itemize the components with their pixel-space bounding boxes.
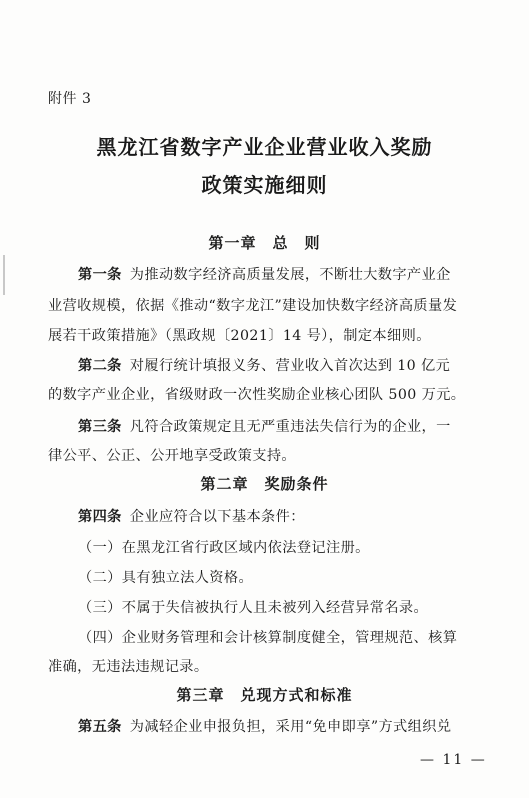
document-title-line-2: 政策实施细则 [201, 173, 328, 197]
article-4-item-3: （三）不属于失信被执行人且未被列入经营异常名录。 [78, 600, 429, 616]
article-3-text: 凡符合政策规定且无严重违法失信行为的企业，一 [129, 419, 451, 435]
chapter-3-heading: 第三章 兑现方式和标准 [176, 686, 353, 704]
article-4-item-1: （一）在黑龙江省行政区域内依法登记注册。 [78, 540, 370, 556]
chapter-2-heading: 第二章 奖励条件 [200, 475, 329, 493]
article-4-item-4-line-2: 准确，无违法违规记录。 [48, 659, 209, 675]
article-4-line-1 [78, 506, 488, 526]
article-3-label: 第三条 [78, 419, 122, 435]
article-1-line-3: 展若干政策措施》（黑政规〔2021〕14 号），制定本细则。 [48, 328, 431, 344]
article-4-text: 企业应符合以下基本条件： [129, 509, 305, 525]
article-3-line-2: 律公平、公正、公开地享受政策支持。 [48, 448, 296, 464]
article-1-label: 第一条 [78, 267, 122, 283]
article-5-label: 第五条 [78, 719, 122, 735]
article-4-label: 第四条 [78, 509, 122, 525]
article-1-line-2: 业营收规模，依据《推动“数字龙江”建设加快数字经济高质量发 [48, 298, 458, 314]
article-1-text: 为推动数字经济高质量发展，不断壮大数字产业企 [129, 267, 451, 283]
page-number: — 11 — [420, 752, 487, 768]
article-2-line-1 [78, 355, 488, 375]
chapter-1-heading: 第一章 总 则 [208, 234, 321, 252]
article-3-line-1 [78, 416, 488, 436]
margin-mark [3, 255, 5, 295]
article-5-text: 为减轻企业申报负担，采用“免申即享”方式组织兑 [129, 719, 452, 735]
article-2-text: 对履行统计填报义务、营业收入首次达到 10 亿元 [129, 358, 451, 374]
document-title-line-1: 黑龙江省数字产业企业营业收入奖励 [96, 135, 433, 159]
article-4-item-4-line-1: （四）企业财务管理和会计核算制度健全，管理规范、核算 [78, 630, 458, 646]
article-5-line-1 [78, 716, 488, 736]
article-2-label: 第二条 [78, 358, 122, 374]
article-1-line-1 [78, 264, 488, 284]
article-4-item-2: （二）具有独立法人资格。 [78, 570, 254, 586]
attachment-label: 附件 3 [48, 91, 92, 107]
article-2-line-2: 的数字产业企业，省级财政一次性奖励企业核心团队 500 万元。 [48, 387, 466, 403]
